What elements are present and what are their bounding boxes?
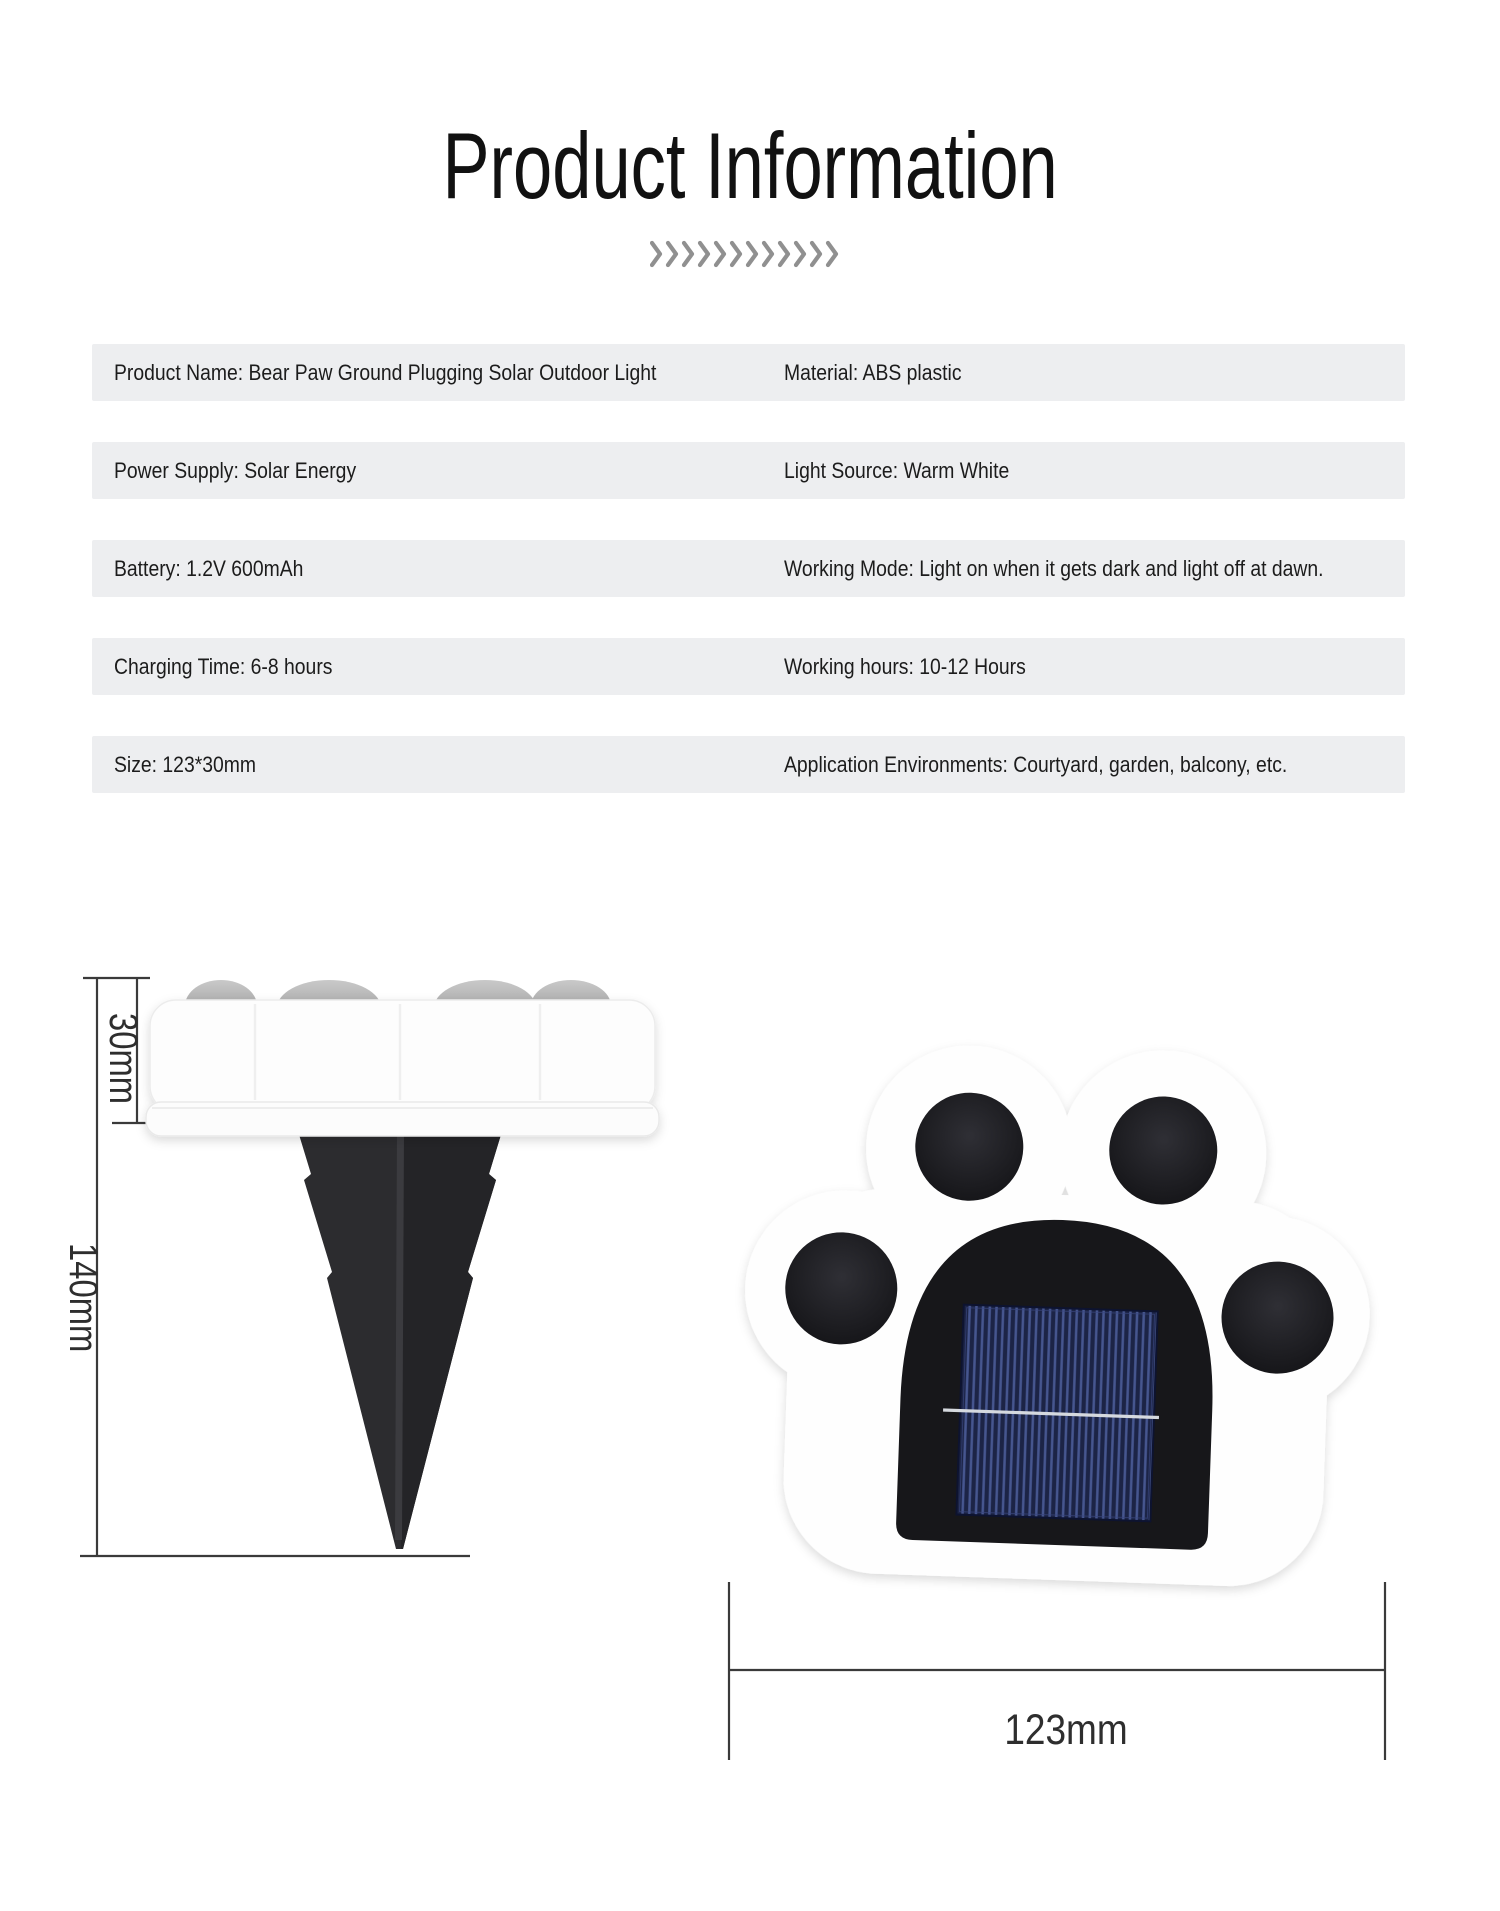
spec-text: Working Mode: Light on when it gets dark and light off at dawn.: [784, 555, 1324, 581]
spec-cell: [784, 360, 1405, 386]
chevron-icon: [652, 243, 660, 265]
chevron-icon: [812, 243, 820, 265]
side-view-figure: [61, 978, 659, 1556]
spec-text: Size: 123*30mm: [114, 751, 257, 777]
spec-cell: [784, 556, 1405, 582]
chevron-icon: [716, 243, 724, 265]
paw-top-view-figure: [729, 1036, 1385, 1760]
lamp-housing: [146, 1000, 659, 1136]
spec-cell: [92, 556, 784, 582]
spec-text: Power Supply: Solar Energy: [114, 457, 357, 483]
spec-text: Application Environments: Courtyard, garden, balcony, etc.: [784, 751, 1288, 777]
spec-text: Material: ABS plastic: [784, 359, 962, 385]
spec-text: Charging Time: 6-8 hours: [114, 653, 333, 679]
chevron-icon: [764, 243, 772, 265]
chevron-icon: [828, 243, 836, 265]
chevron-icon: [796, 243, 804, 265]
page-title: [0, 113, 1500, 218]
spec-cell: [92, 458, 784, 484]
chevron-row-icon: [650, 240, 850, 268]
solar-panel: [939, 1304, 1162, 1521]
chevron-icon: [780, 243, 788, 265]
chevron-icon: [668, 243, 676, 265]
spec-row-charging-time: [92, 638, 1405, 695]
dim-label-123mm: 123mm: [1004, 1706, 1128, 1754]
chevron-icon: [684, 243, 692, 265]
spec-row-product-name: [92, 344, 1405, 401]
spec-cell: [92, 752, 784, 778]
spec-row-battery: [92, 540, 1405, 597]
spec-row-size: [92, 736, 1405, 793]
spec-text: Battery: 1.2V 600mAh: [114, 555, 304, 581]
chevron-icon: [748, 243, 756, 265]
ground-stake: [297, 1128, 503, 1549]
spec-cell: [92, 360, 784, 386]
spec-cell: [784, 752, 1405, 778]
figures-canvas: [0, 900, 1500, 1911]
spec-table: [92, 344, 1405, 834]
chevron-divider: [0, 240, 1500, 268]
dim-label-30mm: 30mm: [101, 1013, 147, 1105]
spec-cell: [784, 654, 1405, 680]
chevron-icon: [700, 243, 708, 265]
stake-shaded-face: [401, 1128, 503, 1549]
spec-cell: [784, 458, 1405, 484]
spec-text: Product Name: Bear Paw Ground Plugging Solar Outdoor Light: [114, 359, 657, 385]
spec-text: Working hours: 10-12 Hours: [784, 653, 1026, 679]
page-title-text: Product Information: [442, 113, 1058, 218]
dim-label-140mm: 140mm: [61, 1243, 107, 1353]
spec-row-power-supply: [92, 442, 1405, 499]
product-figures: [0, 900, 1500, 1911]
paw-assembly: [735, 1036, 1378, 1590]
chevron-icon: [732, 243, 740, 265]
spec-text: Light Source: Warm White: [784, 457, 1010, 483]
spec-cell: [92, 654, 784, 680]
housing-body: [150, 1000, 655, 1112]
